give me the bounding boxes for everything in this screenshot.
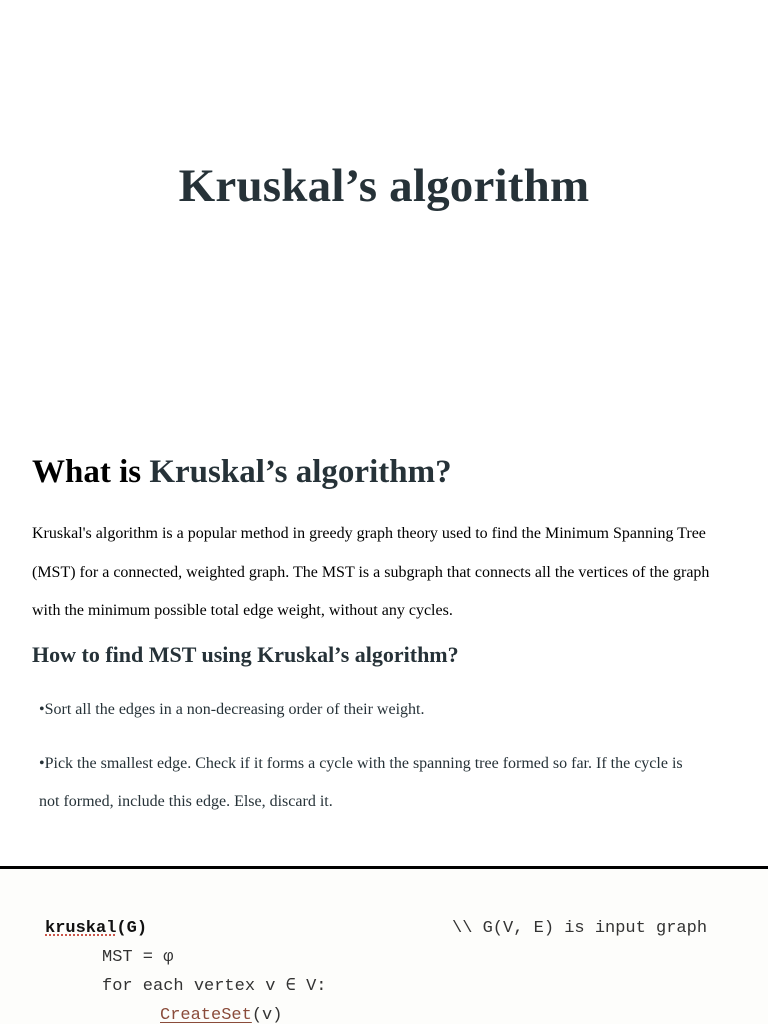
howto-heading: How to find MST using Kruskal’s algorithm? (32, 642, 459, 667)
code-line-createset (160, 1001, 282, 1024)
code-comment: \\ G(V, E) is input graph (452, 919, 708, 938)
section-heading (32, 450, 452, 494)
code-block (0, 869, 768, 1024)
section-heading-prefix: What is (32, 454, 150, 490)
function-args: (G) (116, 919, 148, 938)
code-line-signature (45, 914, 147, 943)
section-heading-accent: Kruskal’s algorithm? (149, 454, 452, 490)
step-item: •Sort all the edges in a non-decreasing order of their weight. (39, 701, 425, 718)
page-title: Kruskal’s algorithm (178, 160, 590, 212)
createset-args: (v) (251, 1006, 283, 1024)
function-name: kruskal (45, 919, 117, 938)
code-line-for: for each vertex v ∈ V: (102, 977, 327, 996)
createset-call: CreateSet (160, 1006, 252, 1024)
intro-paragraph: Kruskal's algorithm is a popular method in greedy graph theory used to find the Minimum Spanning Tree (MST) for a connected, weighted graph. The MST is a subgraph that connects all the vertices of the graph with the minimum possible total edge weight, without any cycles. (32, 525, 710, 619)
code-line-mst: MST = φ (102, 948, 174, 967)
steps-list (39, 691, 699, 837)
step-item: •Pick the smallest edge. Check if it forms a cycle with the spanning tree formed so far. If the cycle is not formed, include this edge. Else, discard it. (39, 754, 683, 810)
